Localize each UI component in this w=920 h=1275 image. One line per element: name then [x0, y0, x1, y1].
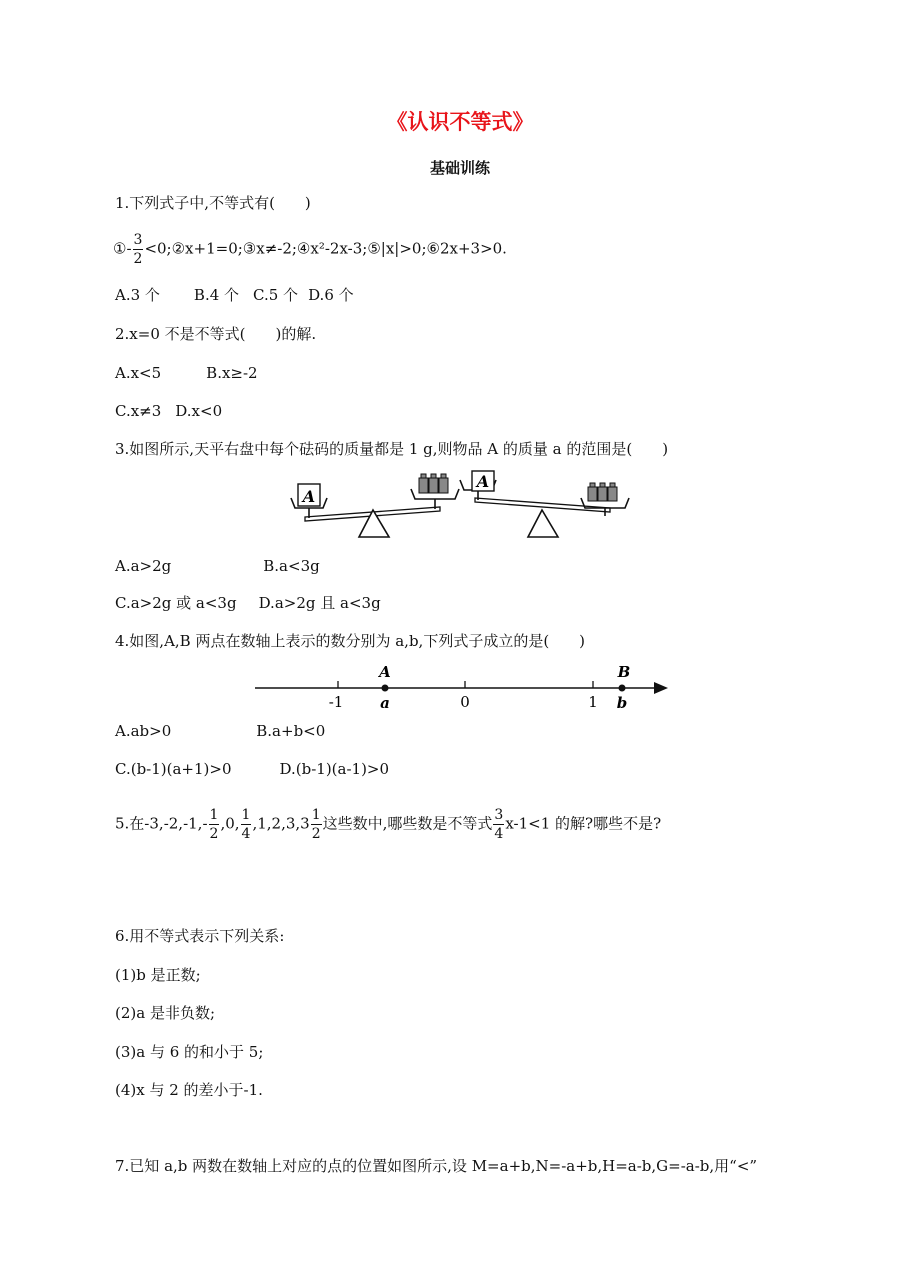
q4-option-d: D.(b-1)(a-1)>0: [279, 760, 390, 778]
tick-label-1: 1: [588, 693, 598, 711]
q4-option-b: B.a+b<0: [256, 722, 326, 740]
object-a-label: A: [302, 487, 316, 506]
weight-icon: [439, 478, 448, 493]
q5-fraction-mixed-half: $\frac{1}{2}$: [311, 807, 321, 842]
q4-option-a: A.ab>0: [115, 722, 172, 740]
question-7-stem: 7.已知 a,b 两数在数轴上对应的点的位置如图所示,设 M=a+b,N=-a+b,H=a-b,G=-a-b,用“<”: [115, 1157, 758, 1175]
question-1-expression: [113, 233, 507, 266]
balance-scale-right: [460, 471, 629, 537]
question-3-options-row2: [115, 594, 381, 612]
point-a: [382, 685, 389, 692]
weight-icon: [608, 487, 617, 501]
tick-label-0: 0: [460, 693, 470, 711]
weight-icon: [588, 487, 597, 501]
balance-scales-figure: [285, 468, 635, 540]
value-b-label: b: [616, 694, 628, 712]
question-3-stem: 3.如图所示,天平右盘中每个砝码的质量都是 1 g,则物品 A 的质量 a 的范围是( ): [115, 440, 669, 458]
weight-icon: [429, 478, 438, 493]
object-a-label: A: [476, 472, 490, 491]
question-4-stem: 4.如图,A,B 两点在数轴上表示的数分别为 a,b,下列式子成立的是( ): [115, 632, 586, 650]
question-3-options-row1: [115, 557, 320, 575]
q3-option-d: D.a>2g 且 a<3g: [258, 594, 381, 612]
q2-option-d: D.x<0: [175, 402, 223, 420]
q5-fraction-three-quarters: $\frac{3}{4}$: [494, 807, 504, 842]
weight-icon: [598, 487, 607, 501]
question-4-options-row2: [115, 760, 389, 778]
q4-option-c: C.(b-1)(a+1)>0: [115, 760, 232, 778]
q5-fraction-quarter: $\frac{1}{4}$: [241, 807, 251, 842]
q1-option-b: B.4 个: [193, 286, 240, 304]
section-subtitle: 基础训练: [429, 159, 490, 177]
q2-option-c: C.x≠3: [115, 402, 162, 420]
q3-option-c: C.a>2g 或 a<3g: [115, 594, 237, 612]
question-2-options-row1: [115, 364, 258, 382]
right-scale-fulcrum: [528, 510, 558, 537]
question-1-options: [115, 286, 354, 304]
value-a-label: a: [380, 694, 390, 712]
number-line-figure: [250, 662, 675, 716]
q1-expr-rest: <0;②x+1=0;③x≠-2;④x²-2x-3;⑤|x|>0;⑥2x+3>0.: [144, 239, 507, 258]
question-2-options-row2: [115, 402, 222, 420]
question-6-item-4: (4)x 与 2 的差小于-1.: [115, 1081, 263, 1099]
q1-option-a: A.3 个: [115, 286, 160, 304]
tick-label-neg1: -1: [328, 693, 344, 711]
point-b-label: B: [617, 663, 631, 681]
q1-fraction: $\frac{3}{2}$: [133, 232, 143, 267]
question-2-stem: 2.x=0 不是不等式( )的解.: [115, 325, 317, 343]
weight-icon: [419, 478, 428, 493]
question-6-stem: 6.用不等式表示下列关系:: [115, 927, 285, 945]
page-title: 《认识不等式》: [386, 110, 534, 134]
q5-fraction-half: $\frac{1}{2}$: [209, 807, 219, 842]
q3-option-b: B.a<3g: [263, 557, 320, 575]
axis-arrow-icon: [654, 682, 668, 694]
q2-option-b: B.x≥-2: [206, 364, 258, 382]
q3-option-a: A.a>2g: [115, 557, 172, 575]
question-6-item-3: (3)a 与 6 的和小于 5;: [115, 1043, 264, 1061]
question-5-stem: 5.在-3,-2,-1,- $\frac{1}{2}$ ,0, $\frac{1}{4}$ ,1,2,3,3 $\frac{1}{2}$ 这些数中,哪些数是不等式 $\frac{3}{4}$ x-1<1 的解?哪些不是?: [115, 807, 662, 842]
balance-scale-left: [291, 474, 459, 537]
point-a-label: A: [379, 663, 391, 681]
question-4-options-row1: [115, 722, 325, 740]
q1-expr-prefix: ①-: [113, 239, 132, 258]
question-1-stem: 1.下列式子中,不等式有( ): [115, 194, 311, 212]
q1-option-c: C.5 个: [253, 286, 299, 304]
question-6-item-2: (2)a 是非负数;: [115, 1004, 216, 1022]
point-b: [619, 685, 626, 692]
question-6-item-1: (1)b 是正数;: [115, 966, 201, 984]
q1-option-d: D.6 个: [308, 286, 354, 304]
q2-option-a: A.x<5: [115, 364, 162, 382]
